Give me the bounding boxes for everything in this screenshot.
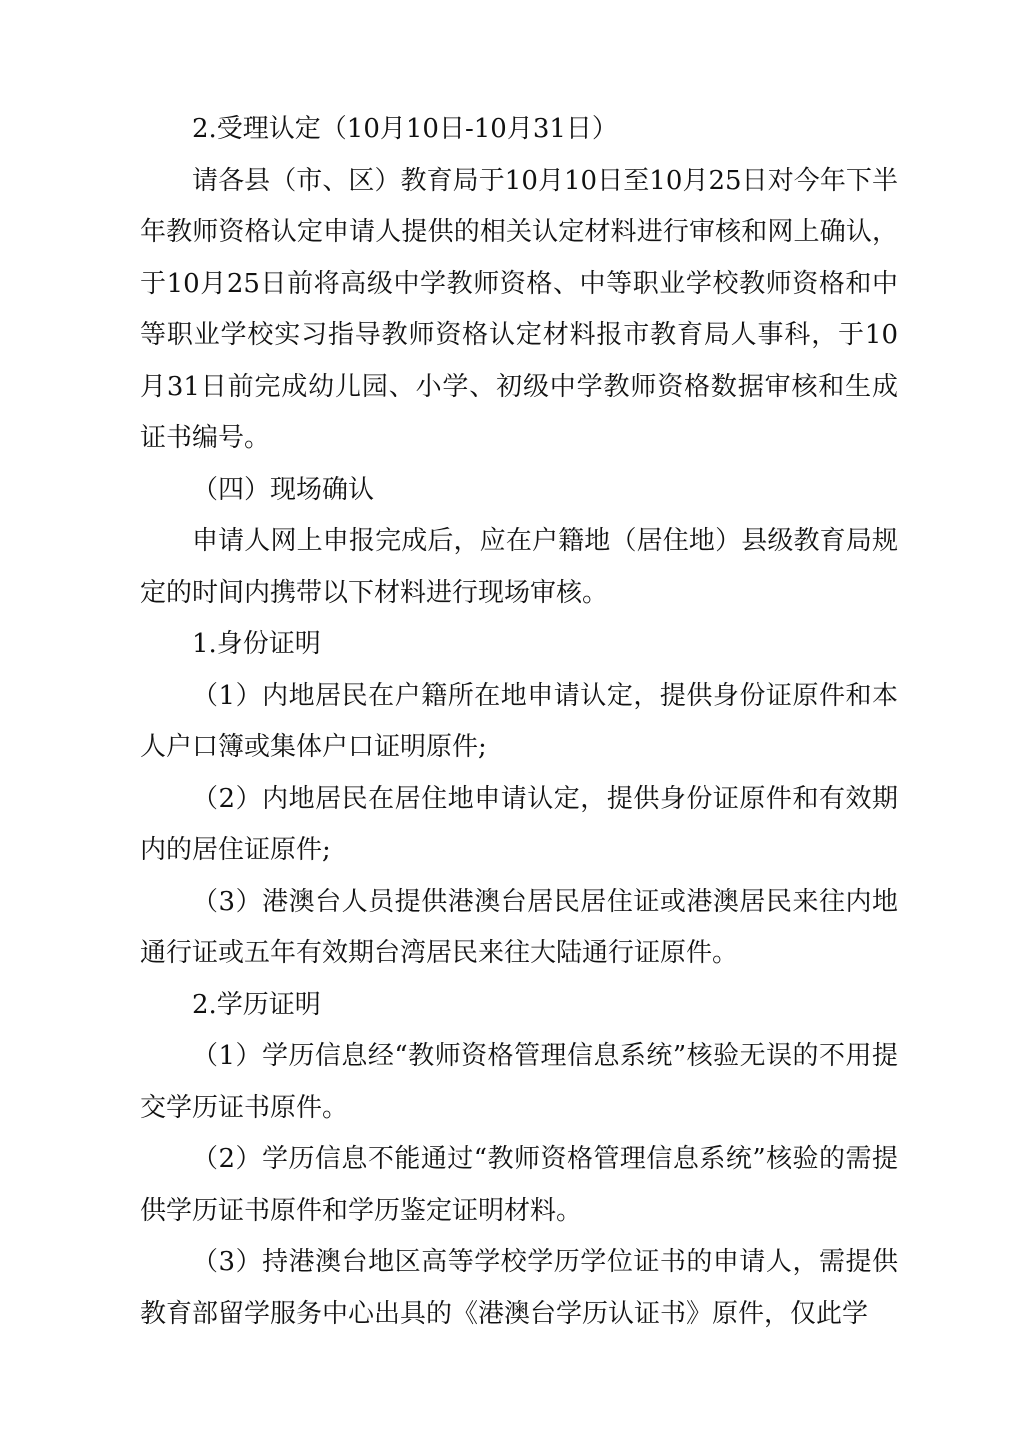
paragraph-identity-item-3: （3）港澳台人员提供港澳台居民居住证或港澳居民来往内地通行证或五年有效期台湾居民来往大陆通行证原件。 xyxy=(140,886,898,968)
paragraph-education-item-2: （2）学历信息不能通过“教师资格管理信息系统”核验的需提供学历证书原件和学历鉴定证明材料。 xyxy=(140,1144,898,1226)
paragraph-identity-item-1: （1）内地居民在户籍所在地申请认定，提供身份证原件和本人户口簿或集体户口证明原件; xyxy=(140,680,898,762)
paragraph-education-item-3: （3）持港澳台地区高等学校学历学位证书的申请人，需提供教育部留学服务中心出具的《港澳台学历认证书》原件，仅此学 xyxy=(140,1247,898,1329)
paragraph-education-item-1: （1）学历信息经“教师资格管理信息系统”核验无误的不用提交学历证书原件。 xyxy=(140,1041,898,1123)
section-heading-identity-proof: 1.身份证明 xyxy=(192,629,321,659)
paragraph-county-review: 请各县（市、区）教育局于10月10日至10月25日对今年下半年教师资格认定申请人提供的相关认定材料进行审核和网上确认，于10月25日前将高级中学教师资格、中等职业学校教师资格和中等职业学校实习指导教师资格认定材料报市教育局人事科，于10月31日前完成幼儿园、小学、初级中学教师资格数据审核和生成证书编号。 xyxy=(140,165,898,453)
section-heading-onsite-confirmation: （四）现场确认 xyxy=(192,474,375,505)
section-heading-acceptance: 2.受理认定（10月10日-10月31日） xyxy=(192,114,618,144)
document-body xyxy=(140,104,898,1340)
paragraph-onsite-review: 申请人网上申报完成后，应在户籍地（居住地）县级教育局规定的时间内携带以下材料进行现场审核。 xyxy=(140,526,898,608)
section-heading-education-proof: 2.学历证明 xyxy=(192,989,321,1020)
paragraph-identity-item-2: （2）内地居民在居住地申请认定，提供身份证原件和有效期内的居住证原件; xyxy=(140,783,898,865)
